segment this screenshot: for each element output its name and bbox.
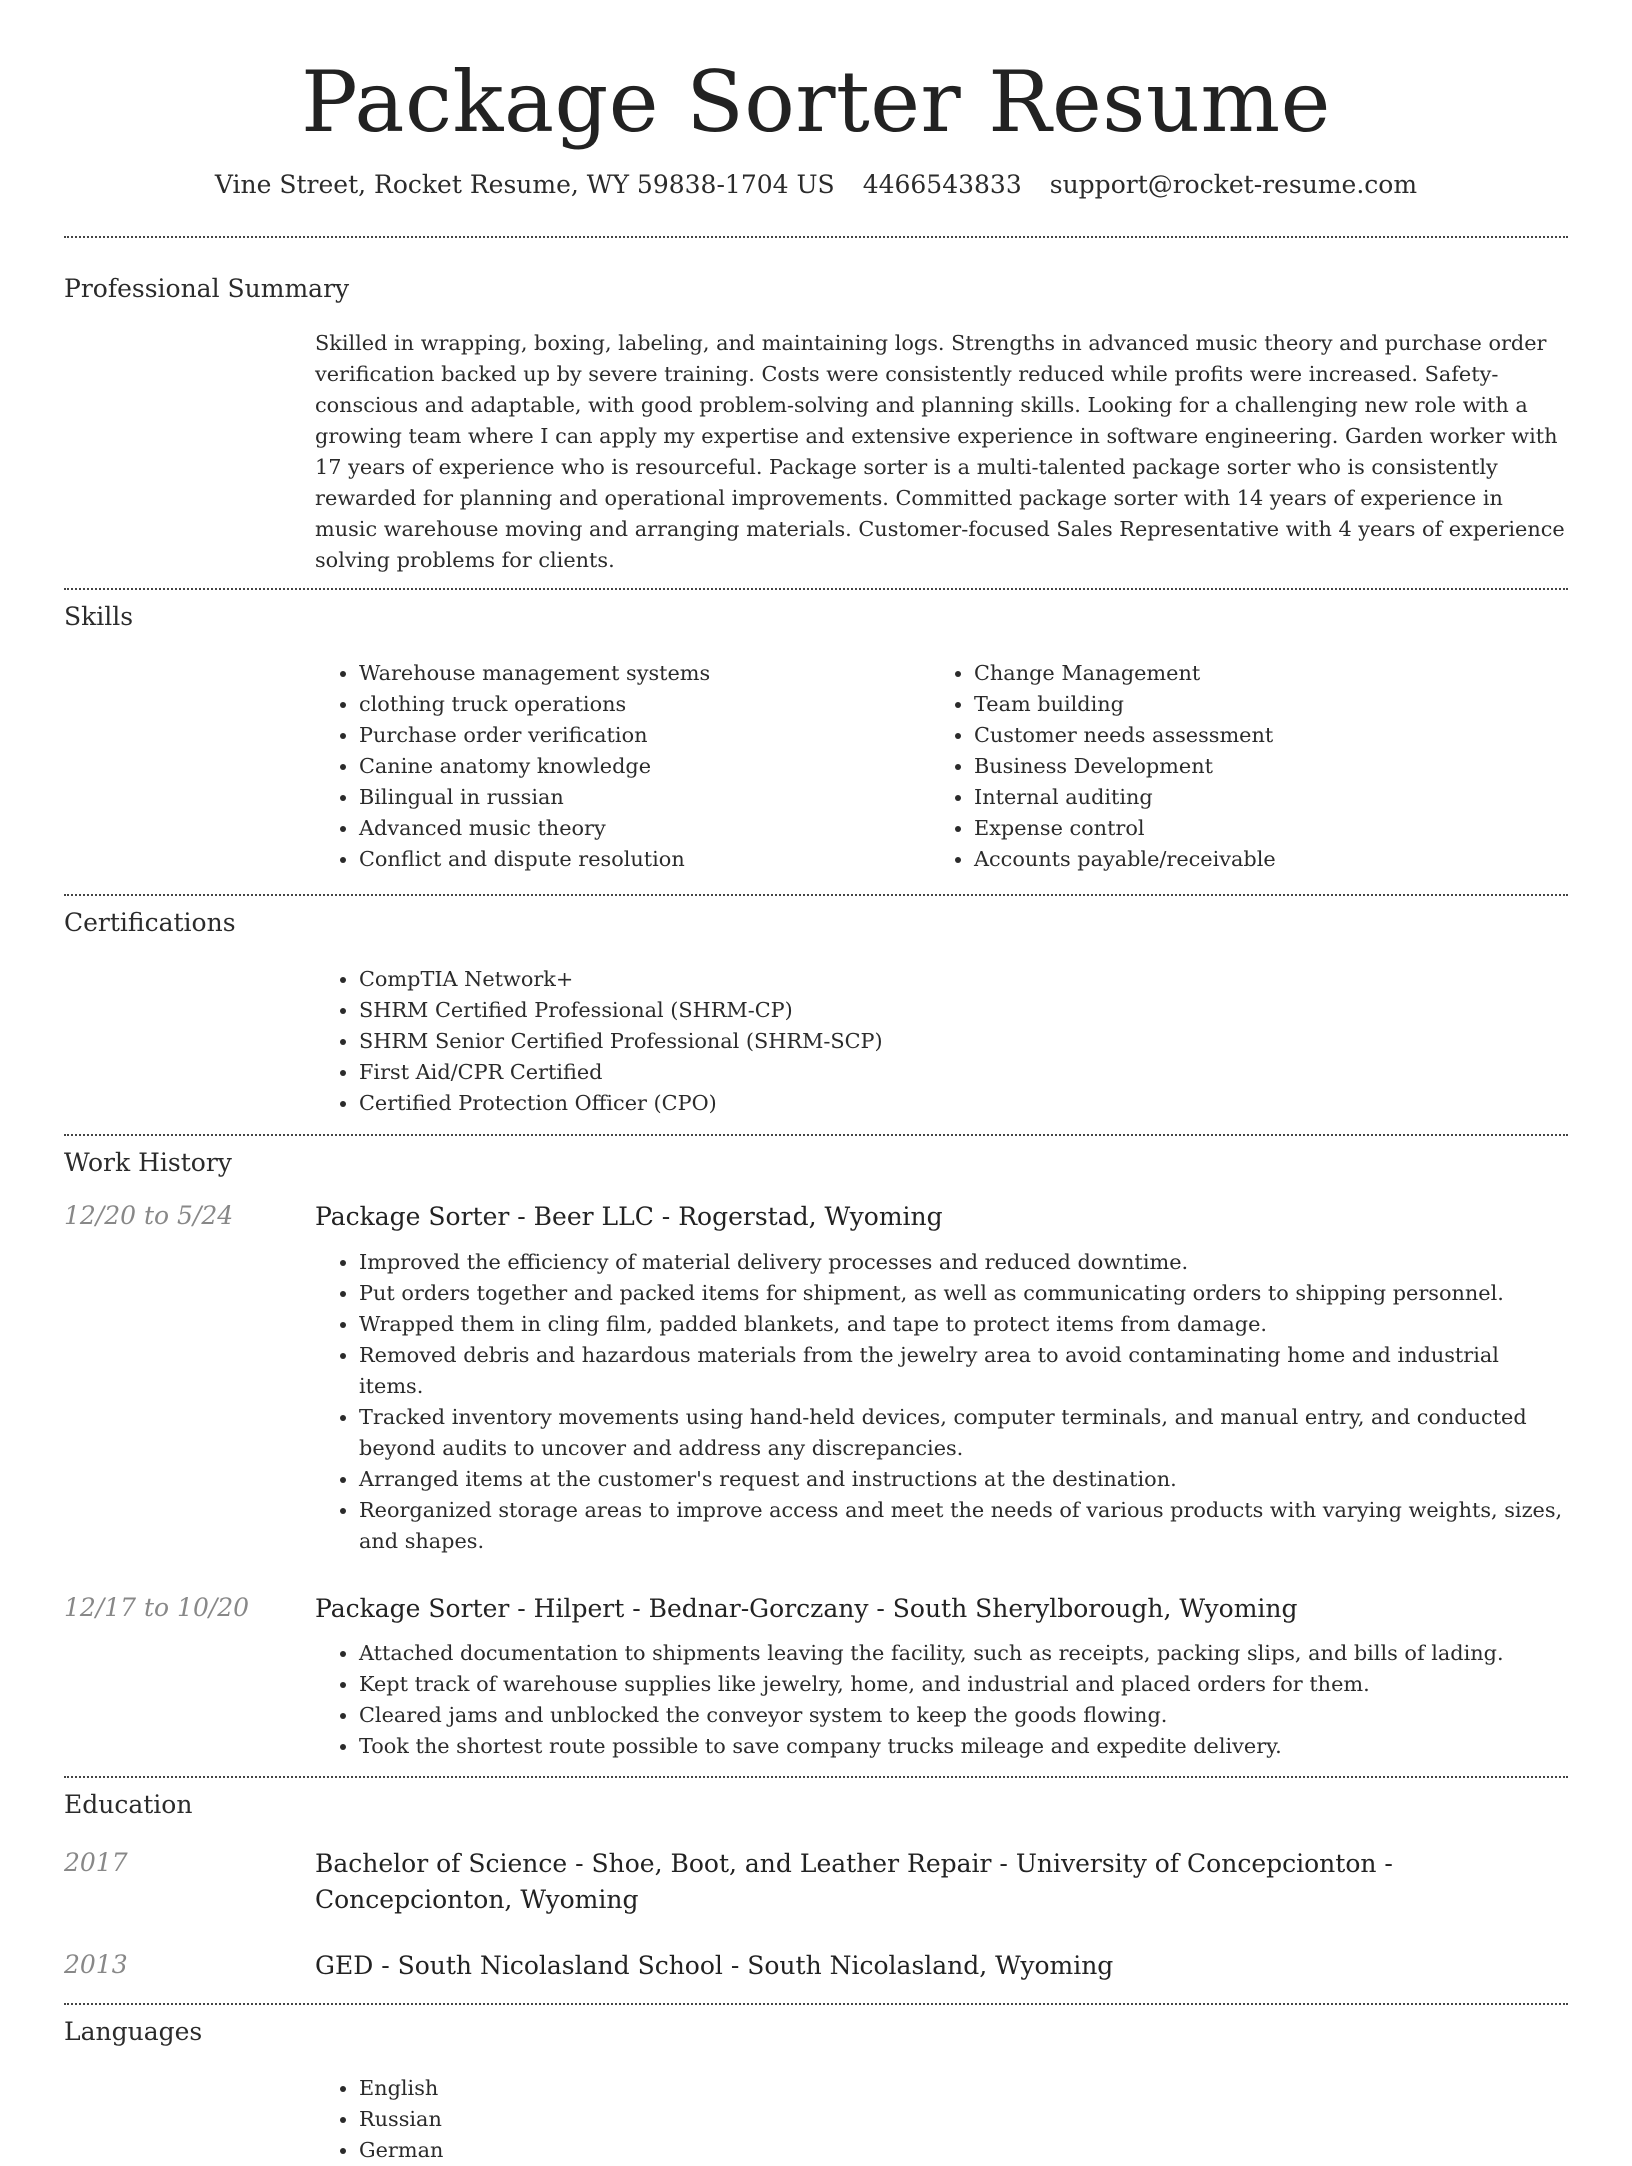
job-dates: 12/17 to 10/20 xyxy=(64,1593,250,1622)
job-bullets xyxy=(315,1247,1568,1557)
job-bullet: • Tracked inventory movements using hand-held devices, computer terminals, and manual entry, and conducted beyond audits to uncover and address any discrepancies. xyxy=(359,1402,1568,1464)
skill-item: • Expense control xyxy=(974,813,1545,844)
skill-item: • clothing truck operations xyxy=(359,689,930,720)
skill-item: • Internal auditing xyxy=(974,782,1545,813)
languages-section xyxy=(64,2005,1568,2166)
skills-list-right xyxy=(930,658,1545,875)
certification-item: • SHRM Senior Certified Professional (SHRM-SCP) xyxy=(359,1026,1568,1057)
job-entry xyxy=(64,1199,1568,1557)
work-history-section xyxy=(64,1136,1568,1762)
job-bullet: • Reorganized storage areas to improve access and meet the needs of various products with varying weights, sizes, and shapes. xyxy=(359,1495,1568,1557)
contact-line xyxy=(64,168,1568,202)
contact-phone: 4466543833 xyxy=(862,170,1022,199)
education-year: 2013 xyxy=(64,1950,128,1979)
job-bullet: • Arranged items at the customer's request and instructions at the destination. xyxy=(359,1464,1568,1495)
job-bullet: • Put orders together and packed items for shipment, as well as communicating orders to shipping personnel. xyxy=(359,1278,1568,1309)
section-title-work-history: Work History xyxy=(64,1148,232,1177)
job-title: Package Sorter - Hilpert - Bednar-Gorczany - South Sherylborough, Wyoming xyxy=(315,1594,1298,1623)
skill-item: • Team building xyxy=(974,689,1545,720)
resume-page xyxy=(64,0,1568,2166)
skills-grid xyxy=(315,658,1568,875)
certification-item: • First Aid/CPR Certified xyxy=(359,1057,1568,1088)
job-bullet: • Kept track of warehouse supplies like jewelry, home, and industrial and placed orders for them. xyxy=(359,1669,1568,1700)
job-bullet: • Wrapped them in cling film, padded blankets, and tape to protect items from damage. xyxy=(359,1309,1568,1340)
skill-item: • Conflict and dispute resolution xyxy=(359,844,930,875)
education-title: Bachelor of Science - Shoe, Boot, and Leather Repair - University of Concepcionton - Concepcionton, Wyoming xyxy=(315,1849,1393,1914)
education-entry xyxy=(64,1846,1568,1918)
section-title-languages: Languages xyxy=(64,2017,203,2046)
certifications-list xyxy=(315,964,1568,1119)
resume-title: Package Sorter Resume xyxy=(301,53,1331,151)
skill-item: • Warehouse management systems xyxy=(359,658,930,689)
skill-item: • Business Development xyxy=(974,751,1545,782)
education-section xyxy=(64,1778,1568,1984)
job-bullet: • Attached documentation to shipments leaving the facility, such as receipts, packing slips, and bills of lading. xyxy=(359,1638,1568,1669)
section-title-skills: Skills xyxy=(64,602,134,631)
skills-section xyxy=(64,590,1568,875)
skill-item: • Change Management xyxy=(974,658,1545,689)
job-bullet: • Improved the efficiency of material delivery processes and reduced downtime. xyxy=(359,1247,1568,1278)
job-entry xyxy=(64,1591,1568,1762)
job-bullet: • Cleared jams and unblocked the conveyor system to keep the goods flowing. xyxy=(359,1700,1568,1731)
language-item: • German xyxy=(359,2135,1568,2166)
section-title-education: Education xyxy=(64,1790,193,1819)
education-year: 2017 xyxy=(64,1848,128,1877)
job-bullet: • Removed debris and hazardous materials from the jewelry area to avoid contaminating home and industrial items. xyxy=(359,1340,1568,1402)
job-bullet: • Took the shortest route possible to save company trucks mileage and expedite delivery. xyxy=(359,1731,1568,1762)
job-title: Package Sorter - Beer LLC - Rogerstad, Wyoming xyxy=(315,1202,943,1231)
skills-list-left xyxy=(315,658,930,875)
job-dates: 12/20 to 5/24 xyxy=(64,1201,234,1230)
section-title-certifications: Certifications xyxy=(64,908,236,937)
languages-list xyxy=(315,2073,1568,2166)
certification-item: • CompTIA Network+ xyxy=(359,964,1568,995)
education-title: GED - South Nicolasland School - South Nicolasland, Wyoming xyxy=(315,1951,1114,1980)
summary-text: Skilled in wrapping, boxing, labeling, and maintaining logs. Strengths in advanced music theory and purchase order verification backed up by severe training. Costs were consistently reduced while profits were increased. Safety-conscious and adaptable, with good problem-solving and planning skills. Looking for a challenging new role with a growing team where I can apply my expertise and extensive experience in software engineering. Garden worker with 17 years of experience who is resourceful. Package sorter is a multi-talented package sorter who is consistently rewarded for planning and operational improvements. Committed package sorter with 14 years of experience in music warehouse moving and arranging materials. Customer-focused Sales Representative with 4 years of experience solving problems for clients. xyxy=(315,331,1565,572)
summary-section xyxy=(64,238,1568,576)
skill-item: • Bilingual in russian xyxy=(359,782,930,813)
skill-item: • Accounts payable/receivable xyxy=(974,844,1545,875)
skill-item: • Advanced music theory xyxy=(359,813,930,844)
section-title-summary: Professional Summary xyxy=(64,274,350,303)
contact-email: support@rocket-resume.com xyxy=(1049,170,1418,199)
skill-item: • Customer needs assessment xyxy=(974,720,1545,751)
skill-item: • Purchase order verification xyxy=(359,720,930,751)
certification-item: • SHRM Certified Professional (SHRM-CP) xyxy=(359,995,1568,1026)
certifications-section xyxy=(64,896,1568,1119)
contact-address: Vine Street, Rocket Resume, WY 59838-1704 US xyxy=(214,170,835,199)
education-entry xyxy=(64,1948,1568,1984)
job-bullets xyxy=(315,1638,1568,1762)
skill-item: • Canine anatomy knowledge xyxy=(359,751,930,782)
language-item: • Russian xyxy=(359,2104,1568,2135)
language-item: • English xyxy=(359,2073,1568,2104)
certification-item: • Certified Protection Officer (CPO) xyxy=(359,1088,1568,1119)
